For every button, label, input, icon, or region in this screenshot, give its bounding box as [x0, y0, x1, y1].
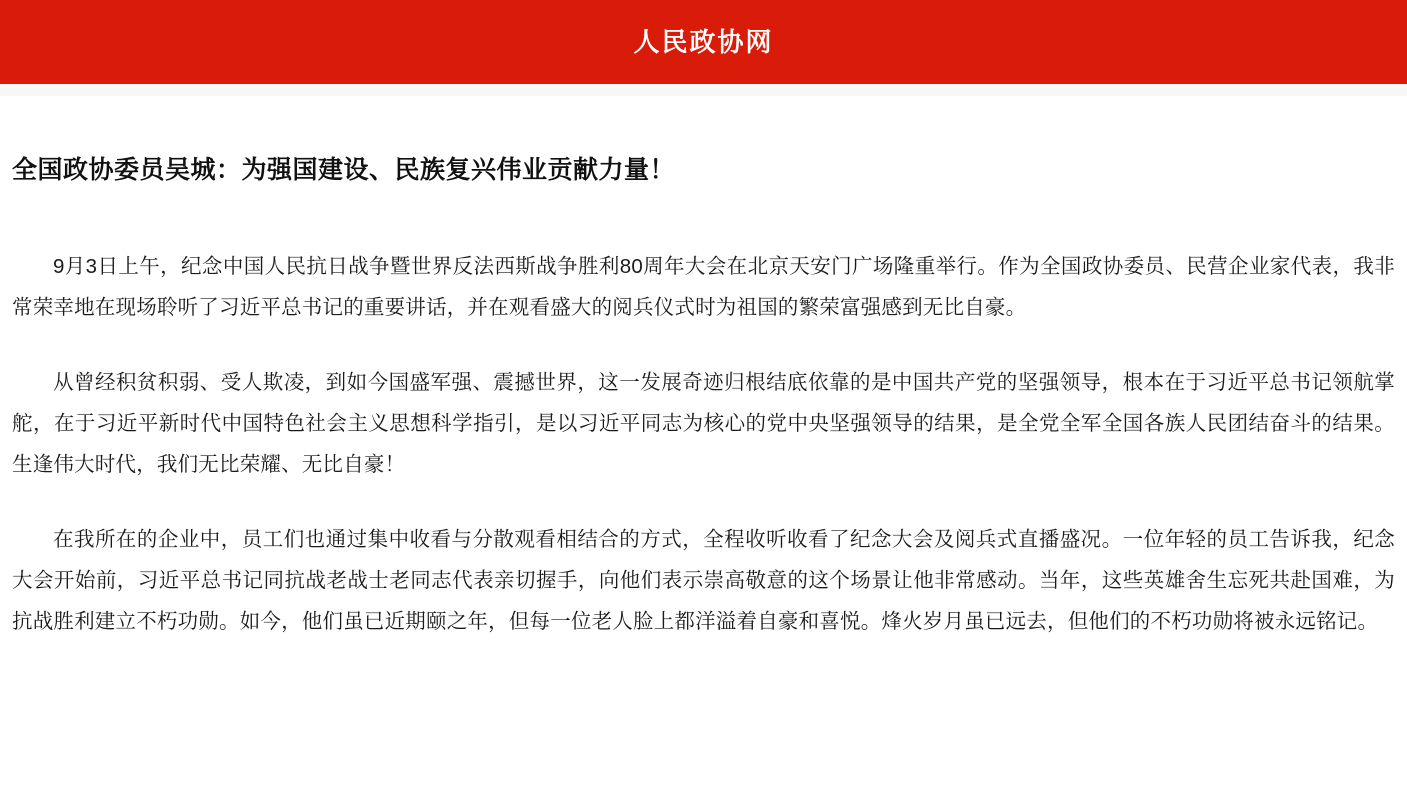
- article-paragraph: 在我所在的企业中，员工们也通过集中收看与分散观看相结合的方式，全程收听收看了纪念大会及阅兵式直播盛况。一位年轻的员工告诉我，纪念大会开始前，习近平总书记同抗战老战士老同志代表亲切握手，向他们表示崇高敬意的这个场景让他非常感动。当年，这些英雄舍生忘死共赴国难，为抗战胜利建立不朽功勋。如今，他们虽已近期颐之年，但每一位老人脸上都洋溢着自豪和喜悦。烽火岁月虽已远去，但他们的不朽功勋将被永远铭记。: [12, 528, 1395, 633]
- article-body: [12, 188, 1395, 642]
- article-paragraph: 9月3日上午，纪念中国人民抗日战争暨世界反法西斯战争胜利80周年大会在北京天安门广场隆重举行。作为全国政协委员、民营企业家代表，我非常荣幸地在现场聆听了习近平总书记的重要讲话，并在观看盛大的阅兵仪式时为祖国的繁荣富强感到无比自豪。: [12, 255, 1395, 319]
- header-divider: [0, 84, 1407, 96]
- site-header: [0, 0, 1407, 84]
- article-container: [0, 96, 1407, 642]
- article-title: 全国政协委员吴城：为强国建设、民族复兴伟业贡献力量！: [12, 156, 676, 184]
- site-title: 人民政协网: [633, 27, 774, 57]
- article-paragraph: 从曾经积贫积弱、受人欺凌，到如今国盛军强、震撼世界，这一发展奇迹归根结底依靠的是中国共产党的坚强领导，根本在于习近平总书记领航掌舵，在于习近平新时代中国特色社会主义思想科学指引，是以习近平同志为核心的党中央坚强领导的结果，是全党全军全国各族人民团结奋斗的结果。生逢伟大时代，我们无比荣耀、无比自豪！: [12, 371, 1395, 476]
